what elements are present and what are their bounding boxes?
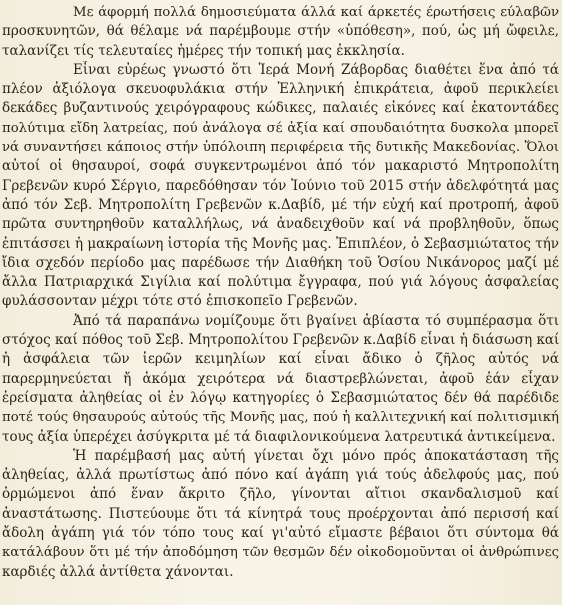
text-line: ἄλλα Πατριαρχικά Σιγίλια καί πολύτιμα ἔγγραφα, πού γιά λόγους ἀσφαλείας: [2, 274, 559, 291]
text-line: ταλανίζει τίς τελευταίες ἡμέρες τήν τοπική μας ἐκκλησία.: [2, 42, 405, 59]
text-line: Εἶναι εὐρέως γνωστό ὅτι Ἱερά Μονή Ζάβορδας διαθέτει ἕνα ἀπό τά: [73, 61, 559, 78]
text-line: ὁρμώμενοι ἀπό ἕναν ἄκριτο ζῆλο, γίνονται αἴτιοι σκανδαλισμοῦ καί: [2, 486, 559, 503]
document-body: [0, 3, 562, 582]
text-line: ποτέ τούς θησαυρούς αὐτούς τῆς Μονῆς μας, πού ἡ καλλιτεχνική καί πολιτισμική: [2, 410, 559, 426]
text-line: ἴδια σχεδόν περίοδο μας παρέδωσε τήν Διαθήκη τοῦ Ὁσίου Νικάνορος μαζί μέ: [2, 254, 559, 271]
text-line: προσκυνητῶν, θά θέλαμε νά παρέμβουμε στήν «ὑπόθεση», πού, ὡς μή ὤφειλε,: [2, 23, 559, 40]
text-line: ἐπιτάσσει ἡ μακραίωνη ἱστορία τῆς Μονῆς μας. Ἐπιπλέον, ὁ Σεβασμιώτατος τήν: [2, 235, 559, 252]
text-line: φυλάσσονταν μέχρι τότε στό ἐπισκοπεῖο Γρεβενῶν.: [2, 293, 358, 310]
text-line: στόχος καί πόθος τοῦ Σεβ. Μητροπολίτου Γρεβενῶν κ.Δαβίδ εἶναι ἡ διάσωση καί: [2, 332, 560, 349]
text-line: Ἀπό τά παραπάνω νομίζουμε ὅτι βγαίνει ἀβίαστα τό συμπέρασμα ὅτι: [73, 312, 559, 329]
text-line: ἀναστάτωσης. Πιστεύουμε ὅτι τά κίνητρά τους προέρχονται ἀπό περισσή καί: [2, 505, 559, 522]
text-line: πρῶτα συντηρηθοῦν καταλλήλως, νά ἀναδειχθοῦν καί νά προβληθοῦν, ὅπως: [2, 216, 559, 233]
text-line: κατάλάβουν ὅτι μέ τήν ἀποδόμηση τῶν θεσμῶν δέν οἰκοδομοῦνται οἱ ἀνθρώπινες: [2, 545, 559, 561]
text-line: ἐρείσματα ἀληθείας οἱ ἐν λόγῳ κατηγορίες ὁ Σεβασμιώτατος δέν θά παρέδιδε: [2, 389, 559, 406]
text-line: καρδιές ἀλλά ἀντίθετα χάνονται.: [2, 563, 234, 580]
text-line: αὐτοί οἱ θησαυροί, σοφά συγκεντρωμένοι ἀπό τόν μακαριστό Μητροπολίτη: [2, 158, 559, 175]
text-line: ἄδολη ἀγάπη γιά τόν τόπο τους καί γι'αὐτό εἴμαστε βέβαιοι ὅτι σύντομα θά: [2, 525, 559, 542]
text-line: τους ἀξία ὑπερέχει ἀσύγκριτα μέ τά διαφιλονικούμενα λατρευτικά ἀντικείμενα.: [2, 428, 556, 445]
text-line: παρερμηνεύεται ἤ ἀκόμα χειρότερα νά διαστρεβλώνεται, ἀφοῦ ἐάν εἶχαν: [2, 370, 559, 387]
text-line: Με άφορμή πολλά δημοσιεύματα άλλά καί άρκετές έρωτήσεις εύλαβῶν: [73, 5, 559, 20]
text-line: ἀληθείας, ἀλλά πρωτίστως ἀπό πόνο καί ἀγάπη γιά τούς ἀδελφούς μας, πού: [2, 467, 559, 484]
text-line: Ἡ παρέμβασή μας αὐτή γίνεται ὄχι μόνο πρός ἀποκατάσταση τῆς: [73, 447, 559, 464]
text-line: πολύτιμα εἴδη λατρείας, πού ἀνάλογα σέ ἀξία καί σπουδαιότητα δυσκολα μπορεῖ: [2, 120, 559, 136]
text-line: νά συναντήσει κάποιος στήν ὑπόλοιπη περιφέρεια τῆς δυτικῆς Μακεδονίας. Ὅλοι: [2, 140, 559, 156]
text-line: πλέον ἀξιόλογα σκευοφυλάκια στήν Ἑλληνική ἐπικράτεια, ἀφοῦ περικλείει: [2, 81, 559, 98]
text-line: δεκάδες βυζαντινούς χειρόγραφους κώδικες, παλαιές εἰκόνες καί ἑκατοντάδες: [2, 100, 559, 117]
text-line: Γρεβενῶν κυρό Σέργιο, παρεδόθησαν τόν Ἰούνιο τοῦ 2015 στήν ἀδελφότητά μας: [2, 177, 559, 194]
text-line: ἡ ἀσφάλεια τῶν ἱερῶν κειμηλίων καί εἶναι ἄδικο ὁ ζῆλος αὐτός νά: [2, 351, 559, 368]
text-line: ἀπό τόν Σεβ. Μητροπολίτη Γρεβενῶν κ.Δαβίδ, μέ τήν εὐχή καί προτροπή, ἀφοῦ: [2, 196, 559, 213]
